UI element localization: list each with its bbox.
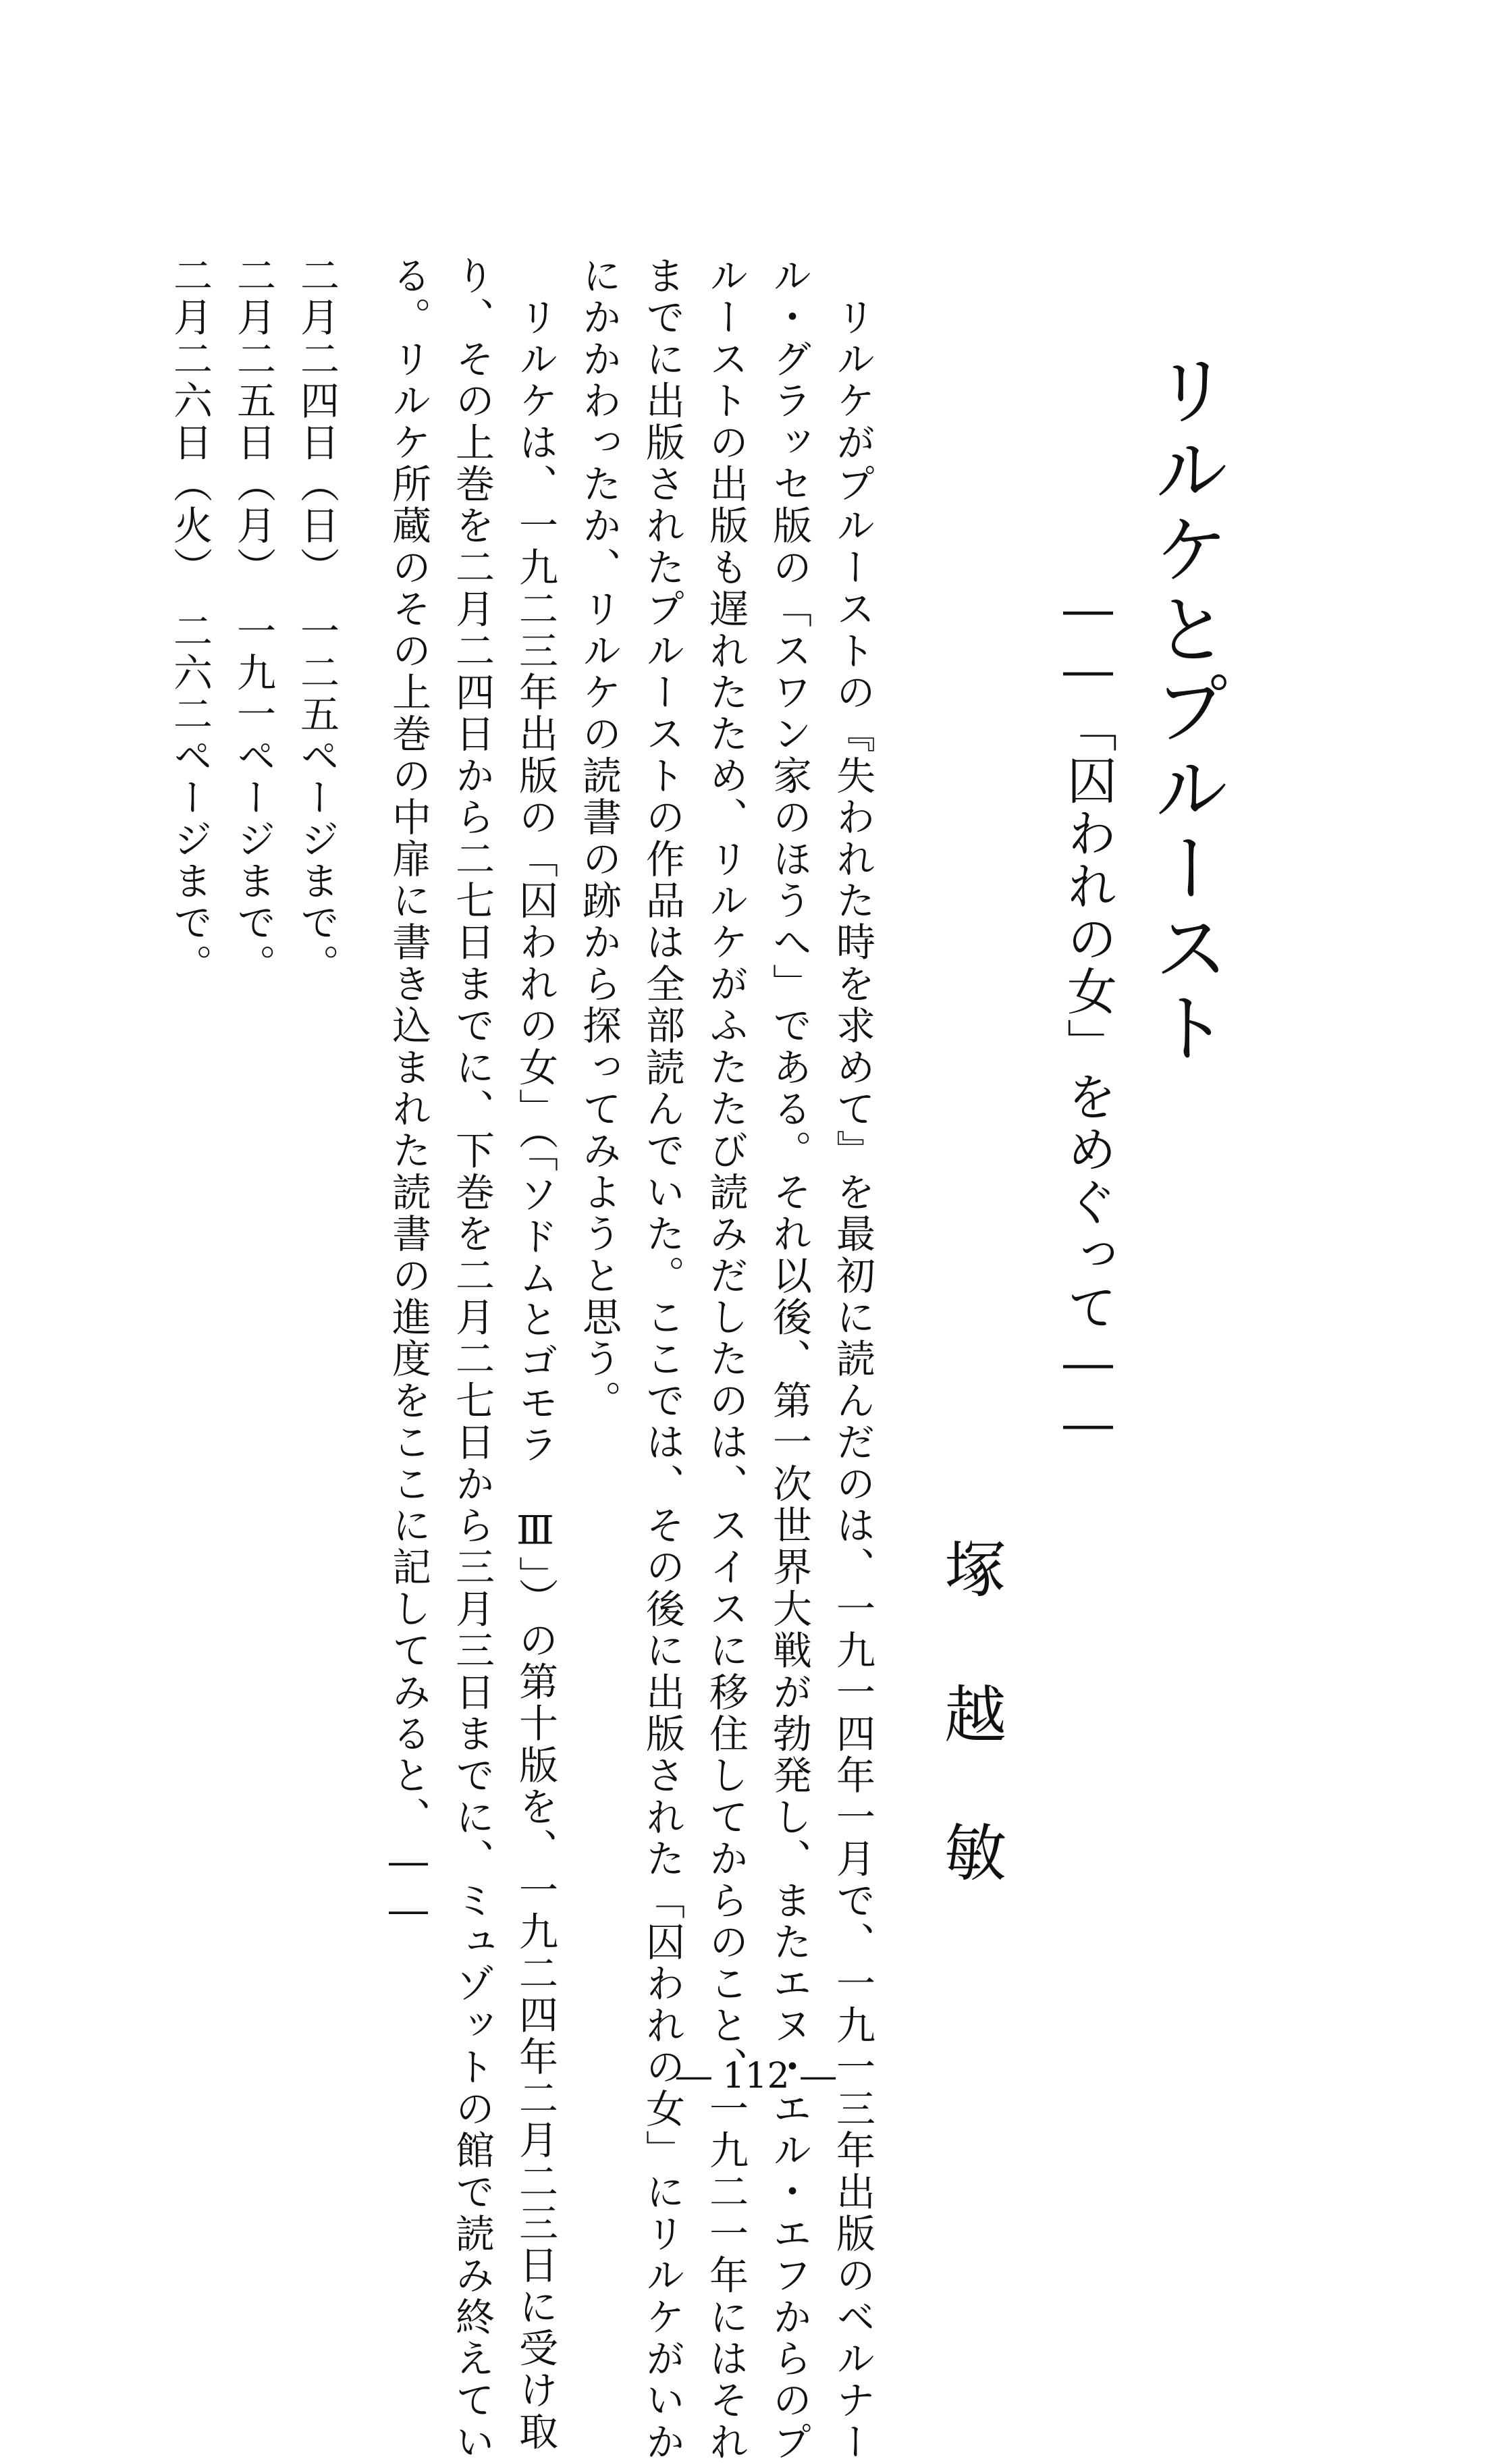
body-line: ル・グラッセ版の「スワン家のほうへ」である。それ以後、第一次世界大戦が勃発し、またエヌ・エル・エフからのプ [766, 255, 812, 2463]
date-line: 二月二四日（日） 一二五ページまで。 [294, 255, 340, 986]
body-line: にかかわったか、リルケの読書の跡から探ってみようと思う。 [576, 255, 622, 1422]
author-char: 塚 [944, 1534, 1006, 1606]
body-line: り、その上巻を二月二四日から二七日までに、下巻を二月二七日から三月三日までに、ミュゾットの館で読み終えてい [449, 255, 495, 2463]
page-number: ― 112 ― [676, 2056, 836, 2096]
body-line: る。リルケ所蔵のその上巻の中扉に書き込まれた読書の進度をここに記してみると、―― [385, 255, 431, 1935]
author-char: 敏 [944, 1818, 1006, 1890]
body-line: までに出版されたプルーストの作品は全部読んでいた。ここでは、その後に出版された「囚われの女」にリルケがいか [639, 255, 685, 2463]
author-name [938, 1534, 1013, 1890]
author-char: 越 [944, 1679, 1006, 1751]
date-line: 二月二五日（月） 一九一ページまで。 [230, 255, 276, 986]
article-subtitle: ――「囚われの女」をめぐって―― [1059, 581, 1117, 1456]
body-line: ルーストの出版も遅れたため、リルケがふたたび読みだしたのは、スイスに移住してからのこと、一九二一年にはそれ [703, 255, 749, 2463]
body-line: リルケがプルーストの『失われた時を求めて』を最初に読んだのは、一九一四年一月で、一九一三年出版のベルナー [830, 255, 875, 2463]
body-line: リルケは、一九二三年出版の「囚われの女」（「ソドムとゴモラ Ⅲ」）の第十版を、一九二四年二月二三日に受け取 [512, 255, 558, 2453]
article-title: リルケとプルースト [1141, 351, 1229, 1068]
date-line: 二月二六日（火） 二六二ページまで。 [167, 255, 213, 986]
